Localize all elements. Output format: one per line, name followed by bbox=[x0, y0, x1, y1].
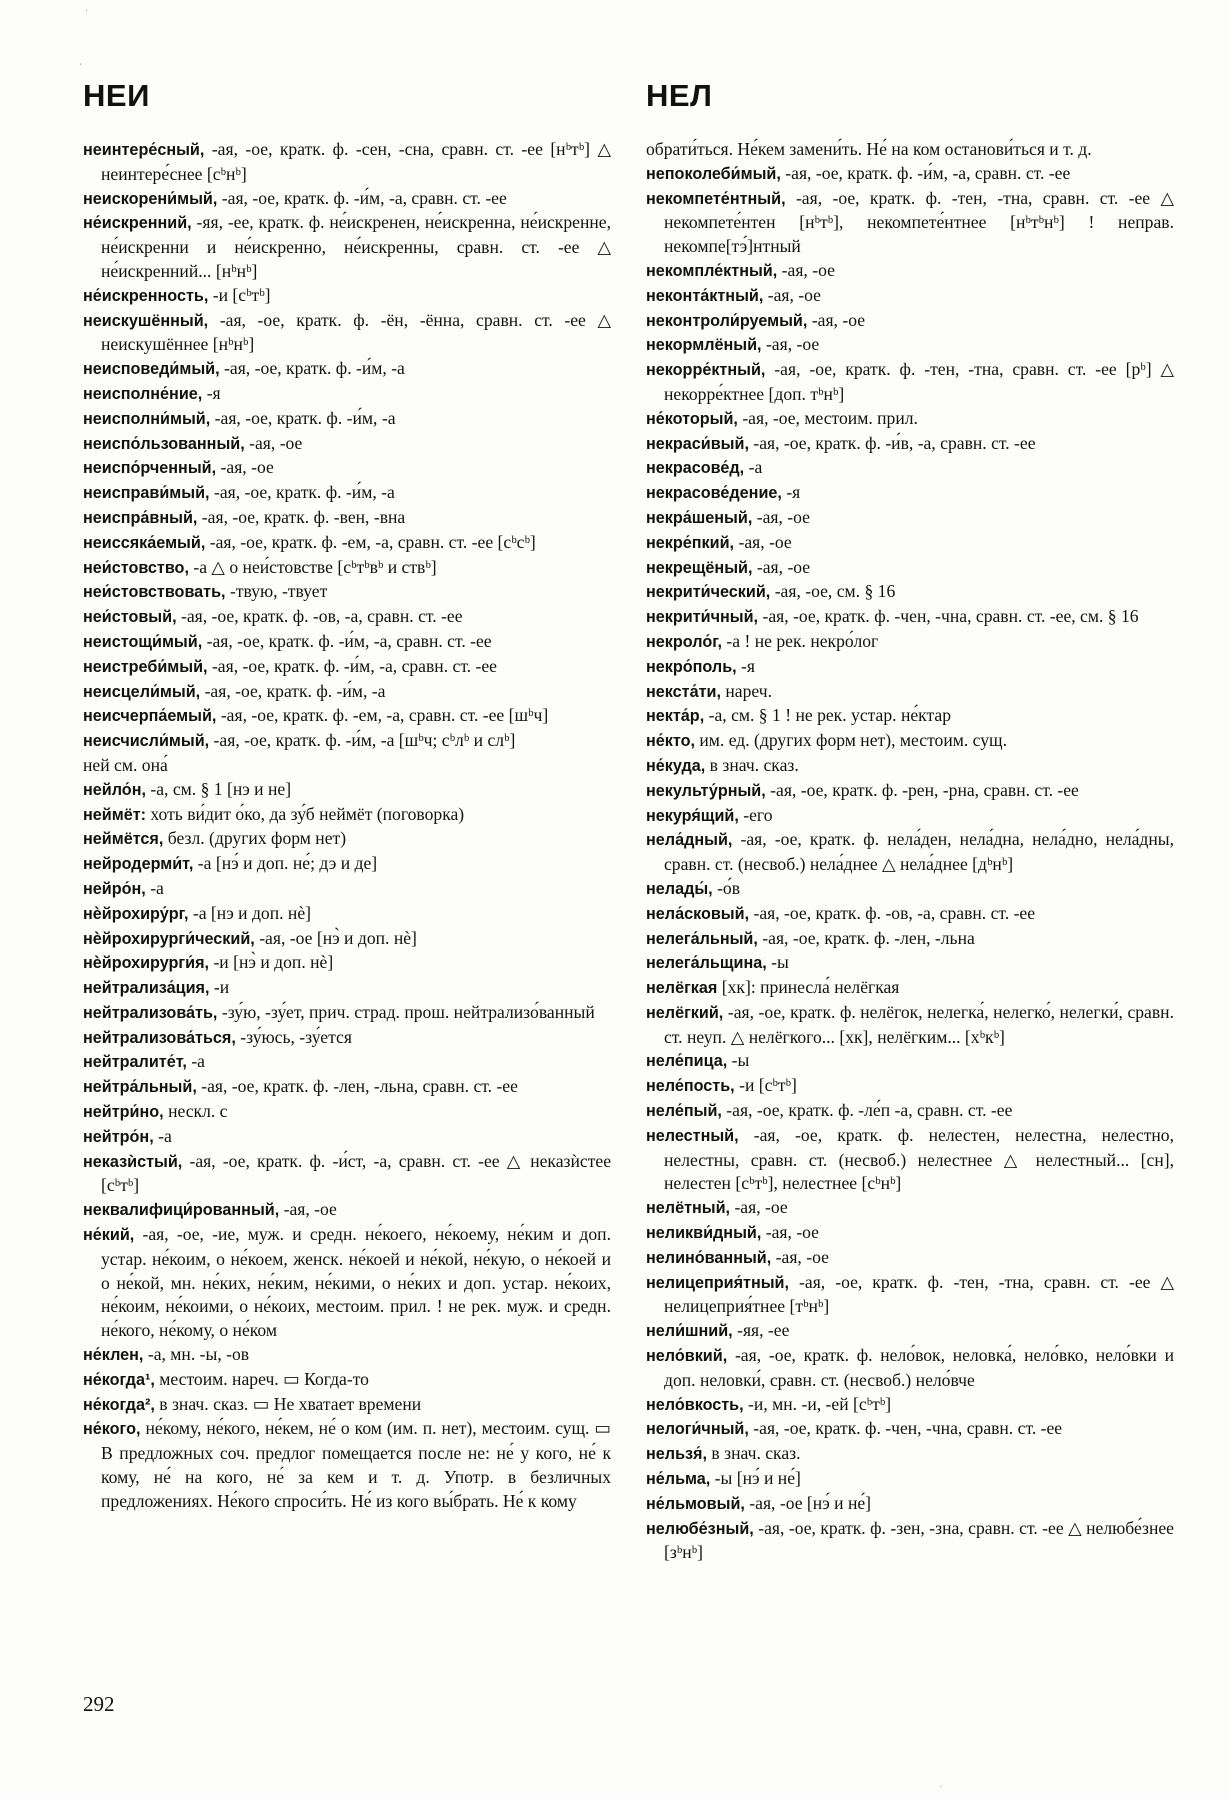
dictionary-entry bbox=[83, 481, 611, 506]
dictionary-entry bbox=[646, 1417, 1174, 1442]
dictionary-entry bbox=[646, 902, 1174, 927]
dictionary-entry bbox=[83, 704, 611, 729]
dictionary-entry bbox=[83, 852, 611, 877]
entry-body: -ая, -ое, -ие, муж. и средн. не́коего, не́коему, не́ким и доп. устар. не́коим, о не́коем, женск. не́коей и не́кой, не́кую, о не́коей и о не́кой, мн. не́ких, не́ким, не́кими, о не́ких и доп. устар. не́коих, не́коим, не́коими, о не́коих, местоим. прил. ! не рек. муж. и средн. не́кого, не́кому, о не́ком bbox=[101, 1224, 611, 1341]
dictionary-entry bbox=[83, 680, 611, 705]
dictionary-entry bbox=[83, 1393, 611, 1418]
entry-headword: некуря́щий, bbox=[646, 806, 739, 825]
dictionary-entry bbox=[83, 1343, 611, 1368]
entry-body: -ая, -ое, местоим. прил. bbox=[737, 407, 918, 428]
dictionary-entry bbox=[83, 754, 611, 778]
entry-body: -а, мн. -ы, -ов bbox=[143, 1344, 250, 1365]
entry-headword: неле́пица, bbox=[646, 1052, 728, 1071]
entry-headword: нелётный, bbox=[646, 1199, 731, 1218]
entry-headword: нелега́льный, bbox=[646, 929, 758, 948]
entry-body: -ая, -ое, кратк. ф. нела́ден, нела́дна, нела́дно, нела́дны, сравн. ст. (несвоб.) нела́днее △ нела́днее [дᵇнᵇ] bbox=[664, 829, 1174, 875]
entry-headword: не́кто, bbox=[646, 732, 695, 751]
entry-headword: нейтра́льный, bbox=[83, 1078, 197, 1097]
dictionary-entry bbox=[646, 1124, 1174, 1196]
entry-headword: нельзя́, bbox=[646, 1445, 708, 1464]
entry-body: -ая, -ое, кратк. ф. -ем, -а, сравн. ст. -ее [шᵇч] bbox=[216, 705, 549, 726]
dictionary-entry bbox=[83, 605, 611, 630]
dictionary-entry bbox=[646, 531, 1174, 556]
speck: . bbox=[940, 1780, 942, 1789]
entry-body: -ая, -ое bbox=[734, 531, 792, 552]
entry-body: -ая, -ое, кратк. ф. -чен, -чна, сравн. ст. -ее bbox=[748, 1418, 1063, 1439]
entry-headword: нелоги́чный, bbox=[646, 1420, 749, 1439]
entry-headword: неисчерпа́емый, bbox=[83, 707, 217, 726]
entry-body: -ая, -ое bbox=[730, 1197, 788, 1218]
dictionary-entry bbox=[83, 382, 611, 407]
entry-body: -ая, -ое [нэ́ и не́] bbox=[744, 1492, 872, 1513]
entry-body: -ая, -ое, кратк. ф. -сен, -сна, сравн. ст. -ее [нᵇтᵇ] △ неинтере́снее [сᵇнᵇ] bbox=[101, 139, 611, 184]
dictionary-entry bbox=[646, 804, 1174, 829]
entry-body: -и [сᵇтᵇ] bbox=[734, 1075, 797, 1096]
entry-headword: нейтрализа́ция, bbox=[83, 979, 210, 998]
entry-body: -ая, -ое bbox=[807, 309, 866, 330]
page-number: 292 bbox=[83, 1692, 115, 1716]
entry-headword: нейтрализова́ть, bbox=[83, 1003, 218, 1022]
dictionary-entry bbox=[646, 1393, 1174, 1418]
entry-body: -и [сᵇтᵇ] bbox=[208, 284, 271, 305]
entry-body: -ая, -ое, кратк. ф. -ов, -а, сравн. ст. -ее bbox=[749, 902, 1036, 923]
entry-headword: некрасове́д, bbox=[646, 459, 745, 478]
dictionary-entry bbox=[646, 138, 1174, 162]
entry-body: -ая, -ое, кратк. ф. -и́ст, -а, сравн. ст. -ее △ неказѝстее [сᵇтᵇ] bbox=[101, 1150, 611, 1196]
entry-body: -ая, -ое, кратк. ф. -лен, -льна, сравн. ст. -ее bbox=[196, 1076, 518, 1097]
entry-headword: нѐйрохирурги́я, bbox=[83, 954, 210, 973]
dictionary-entry bbox=[646, 951, 1174, 976]
entry-body: -ая, -ое, кратк. ф. -и́м, -а, сравн. ст. -ее bbox=[207, 655, 497, 676]
entry-body: -а △ о неи́стовстве [сᵇтᵇвᵇ и ствᵇ] bbox=[188, 556, 437, 577]
dictionary-entry bbox=[83, 1417, 611, 1513]
dictionary-entry bbox=[646, 1271, 1174, 1320]
entry-body: нескл. с bbox=[163, 1101, 228, 1122]
entry-headword: некомпле́ктный, bbox=[646, 261, 778, 280]
entry-headword: нели́шний, bbox=[646, 1322, 733, 1341]
dictionary-entry bbox=[646, 259, 1174, 284]
dictionary-entry bbox=[646, 506, 1174, 531]
entry-body: -а ! не рек. некро́лог bbox=[722, 630, 879, 651]
speck: ' bbox=[80, 62, 82, 71]
entry-body: -ы [нэ́ и не́] bbox=[710, 1468, 801, 1489]
dictionary-entry bbox=[646, 877, 1174, 902]
entry-body: -и [нэ̀ и доп. нѐ] bbox=[209, 952, 334, 973]
dictionary-entry bbox=[83, 803, 611, 828]
dictionary-entry bbox=[83, 1223, 611, 1343]
left-column bbox=[83, 138, 611, 1514]
entry-headword: неискорени́мый, bbox=[83, 189, 218, 208]
entry-headword: некрещёный, bbox=[646, 558, 753, 577]
entry-headword: неконтроли́руемый, bbox=[646, 311, 808, 330]
entry-body: -ы bbox=[766, 952, 789, 973]
entry-headword: неискушённый, bbox=[83, 311, 209, 330]
dictionary-entry bbox=[83, 284, 611, 309]
entry-body: хоть ви́дит о́ко, да зу́б неймёт (поговорка) bbox=[146, 803, 465, 824]
entry-headword: нейло́н, bbox=[83, 780, 146, 799]
entry-headword: неймёт: bbox=[83, 805, 147, 824]
entry-headword: нелино́ванный, bbox=[646, 1248, 772, 1267]
entry-body: -я bbox=[781, 482, 801, 503]
entry-headword: неисполне́ние, bbox=[83, 384, 203, 403]
entry-body: -ая, -ое, см. § 16 bbox=[770, 581, 896, 602]
entry-body: -ая, -ое, кратк. ф. нело́вок, неловка́, нело́вко, нело́вки и доп. неловки́, сравн. ст. (несвоб.) нело́вче bbox=[664, 1345, 1174, 1390]
entry-body: -и bbox=[209, 977, 230, 998]
entry-body: -ая, -ое bbox=[763, 284, 821, 305]
entry-headword: неконта́ктный, bbox=[646, 286, 764, 305]
entry-body: -ая, -ое, кратк. ф. -и́м, -а, сравн. ст. -ее bbox=[217, 187, 507, 208]
dictionary-entry bbox=[83, 1150, 611, 1199]
entry-body: ней см. она́ bbox=[83, 754, 168, 775]
entry-body: -а bbox=[744, 457, 763, 478]
entry-body: нареч. bbox=[720, 680, 773, 701]
entry-headword: неквалифици́рованный, bbox=[83, 1201, 280, 1220]
entry-headword: неисцели́мый, bbox=[83, 682, 201, 701]
entry-headword: неисправи́мый, bbox=[83, 484, 210, 503]
entry-body: -а bbox=[145, 877, 164, 898]
dictionary-entry bbox=[646, 187, 1174, 259]
entry-headword: не́куда, bbox=[646, 756, 706, 775]
dictionary-entry bbox=[646, 456, 1174, 481]
dictionary-entry bbox=[646, 828, 1174, 877]
dictionary-entry bbox=[83, 877, 611, 902]
entry-headword: неинтере́сный, bbox=[83, 141, 205, 159]
entry-headword: некрасове́дение, bbox=[646, 484, 782, 503]
entry-body: -яя, -ее bbox=[732, 1320, 790, 1341]
entry-body: -ая, -ое, кратк. ф. нелёгок, нелегка́, нелегко́, нелегки́, сравн. ст. неуп. △ нелёгкого... [хк], нелёгким... [хᵇкᵇ] bbox=[664, 1001, 1174, 1047]
entry-body: -ая, -ое, кратк. ф. -ов, -а, сравн. ст. -ее bbox=[176, 606, 463, 627]
entry-headword: не́когда¹, bbox=[83, 1370, 155, 1389]
dictionary-entry bbox=[646, 162, 1174, 187]
dictionary-entry bbox=[646, 333, 1174, 358]
entry-headword: нейтралите́т, bbox=[83, 1053, 187, 1072]
entry-headword: некре́пкий, bbox=[646, 533, 735, 552]
entry-headword: некроло́г, bbox=[646, 632, 723, 651]
dictionary-entry bbox=[646, 481, 1174, 506]
entry-headword: не́когда², bbox=[83, 1395, 155, 1414]
dictionary-entry bbox=[646, 1221, 1174, 1246]
dictionary-entry bbox=[646, 1319, 1174, 1344]
entry-headword: некомпете́нтный, bbox=[646, 189, 786, 208]
entry-headword: некормлёный, bbox=[646, 336, 762, 355]
dictionary-entry bbox=[83, 1050, 611, 1075]
entry-headword: нела́дный, bbox=[646, 831, 733, 850]
entry-body: -ая, -ое bbox=[752, 506, 810, 527]
entry-body: -а [нэ́ и доп. не́; дэ и де] bbox=[193, 853, 378, 874]
dictionary-entry bbox=[646, 1442, 1174, 1467]
entry-body: -ая, -ое, кратк. ф. -ем, -а, сравн. ст. -ее [сᵇсᵇ] bbox=[205, 531, 536, 552]
entry-body: -ая, -ое, кратк. ф. -тен, -тна, сравн. ст. -ее △ нелицеприя́тнее [тᵇнᵇ] bbox=[664, 1271, 1174, 1317]
dictionary-entry bbox=[83, 432, 611, 457]
dictionary-entry bbox=[83, 778, 611, 803]
entry-body: [хк]: принесла́ нелёгкая bbox=[717, 977, 900, 998]
entry-body: -ая, -ое, кратк. ф. -зен, -зна, сравн. ст. -ее △ нелюбе́знее [зᵇнᵇ] bbox=[664, 1517, 1174, 1563]
dictionary-entry bbox=[83, 1100, 611, 1125]
dictionary-entry bbox=[646, 729, 1174, 754]
dictionary-entry bbox=[646, 284, 1174, 309]
dictionary-entry bbox=[83, 976, 611, 1001]
entry-body: -ая, -ое [нэ̀ и доп. нѐ] bbox=[254, 927, 417, 948]
entry-headword: непоколеби́мый, bbox=[646, 164, 781, 183]
entry-body: -ая, -ое bbox=[771, 1246, 829, 1267]
entry-body: -ая, -ое bbox=[761, 1222, 819, 1243]
entry-body: -ая, -ое, кратк. ф. -и́м, -а bbox=[209, 482, 395, 503]
dictionary-entry bbox=[83, 531, 611, 556]
entry-body: -ая, -ое bbox=[216, 457, 274, 478]
entry-body: в знач. сказ. ▭ Не хватает времени bbox=[154, 1393, 422, 1414]
dictionary-entry bbox=[646, 1074, 1174, 1099]
entry-headword: некта́р, bbox=[646, 707, 705, 726]
entry-body: -ая, -ое, кратк. ф. -и́м, -а, сравн. ст. -ее bbox=[202, 630, 492, 651]
dictionary-entry bbox=[83, 951, 611, 976]
entry-headword: неиссяка́емый, bbox=[83, 533, 206, 552]
dictionary-entry bbox=[83, 187, 611, 212]
dictionary-entry bbox=[646, 1344, 1174, 1393]
entry-body: -зу́ю, -зу́ет, прич. страд. прош. нейтрализо́ванный bbox=[217, 1001, 595, 1022]
entry-body: -ая, -ое, кратк. ф. -ён, -ённа, сравн. ст. -ее △ неискушённее [нᵇнᵇ] bbox=[101, 309, 611, 355]
entry-headword: неистреби́мый, bbox=[83, 657, 208, 676]
dictionary-entry bbox=[646, 655, 1174, 680]
dictionary-entry bbox=[646, 1196, 1174, 1221]
entry-body: не́кому, не́кого, не́кем, не́ о ком (им. п. нет), местоим. сущ. ▭ В предложных соч. предлог помещается после не: не́ у кого, не́ к кому, не́ на кого, не́ за кем и т. д. Употр. в безличных предложениях. Не́кого спроси́ть. Не́ из кого вы́брать. Не́ к кому bbox=[101, 1418, 611, 1511]
entry-headword: неиспра́вный, bbox=[83, 508, 198, 527]
dictionary-entry bbox=[83, 456, 611, 481]
entry-headword: нѐйрохиру́рг, bbox=[83, 904, 189, 923]
entry-headword: неисповеди́мый, bbox=[83, 360, 220, 379]
entry-body: обрати́ться. Не́кем замени́ть. Не́ на ком останови́ться и т. д. bbox=[646, 139, 1092, 159]
entry-headword: некраси́вый, bbox=[646, 434, 749, 453]
entry-body: в знач. сказ. bbox=[707, 1443, 801, 1464]
entry-headword: нѐйрохирурги́ческий, bbox=[83, 929, 255, 948]
entry-body: -ая, -ое bbox=[279, 1199, 337, 1220]
dictionary-entry bbox=[83, 309, 611, 358]
dictionary-entry bbox=[646, 630, 1174, 655]
dictionary-entry bbox=[646, 556, 1174, 581]
entry-headword: неле́пость, bbox=[646, 1077, 735, 1096]
dictionary-entry bbox=[646, 358, 1174, 407]
entry-headword: не́кого, bbox=[83, 1420, 141, 1439]
entry-headword: нейтро́н, bbox=[83, 1127, 154, 1146]
entry-body: -его bbox=[738, 804, 773, 825]
entry-headword: нелестный, bbox=[646, 1126, 739, 1145]
entry-body: -ая, -ое, кратк. ф. -и́м, -а bbox=[210, 407, 396, 428]
entry-body: -твую, -твует bbox=[225, 581, 328, 602]
dictionary-entry bbox=[646, 1492, 1174, 1517]
entry-headword: нелицеприя́тный, bbox=[646, 1273, 790, 1292]
entry-headword: некорре́ктный, bbox=[646, 361, 766, 380]
dictionary-entry bbox=[83, 138, 611, 187]
entry-headword: неказѝстый, bbox=[83, 1152, 183, 1171]
dictionary-entry bbox=[646, 1517, 1174, 1566]
entry-headword: нейтрализова́ться, bbox=[83, 1028, 236, 1047]
entry-headword: некрити́ческий, bbox=[646, 583, 771, 602]
entry-body: -а, см. § 1 ! не рек. устар. не́ктар bbox=[704, 705, 951, 726]
entry-body: -ая, -ое, кратк. ф. -и́в, -а, сравн. ст. -ее bbox=[748, 432, 1036, 453]
entry-body: -ая, -ое, кратк. ф. -тен, -тна, сравн. ст. -ее △ некомпете́нтен [нᵇтᵇ], некомпете́нтнее [нᵇтᵇнᵇ] ! неправ. некомпе[тэ́]нтный bbox=[664, 187, 1174, 257]
entry-body: -ы bbox=[727, 1050, 750, 1071]
entry-body: в знач. сказ. bbox=[705, 754, 799, 775]
entry-body: -яя, -ее, кратк. ф. не́искренен, не́искренна, не́искренне, не́искренни и не́искренно, не́искренны, сравн. ст. -ее △ не́искренний... [нᵇнᵇ] bbox=[101, 212, 611, 281]
dictionary-entry bbox=[646, 1049, 1174, 1074]
entry-body: -а, см. § 1 [нэ и не] bbox=[145, 778, 292, 799]
entry-body: -я bbox=[736, 655, 756, 676]
entry-body: -а [нэ и доп. нѐ] bbox=[188, 902, 311, 923]
entry-body: -ая, -ое, кратк. ф. -лен, -льна bbox=[757, 927, 975, 948]
dictionary-entry bbox=[83, 580, 611, 605]
entry-headword: некрити́чный, bbox=[646, 608, 759, 627]
entry-headword: нейродерми́т, bbox=[83, 855, 194, 874]
dictionary-entry bbox=[646, 432, 1174, 457]
page-header-left: НЕИ bbox=[83, 78, 150, 113]
entry-headword: нело́вкость, bbox=[646, 1395, 744, 1414]
entry-headword: нелега́льщина, bbox=[646, 954, 767, 973]
entry-body: им. ед. (других форм нет), местоим. сущ. bbox=[694, 730, 1007, 751]
dictionary-entry bbox=[83, 729, 611, 754]
entry-headword: нелёгкая bbox=[646, 979, 718, 998]
entry-headword: нейтри́но, bbox=[83, 1103, 164, 1122]
entry-headword: неликви́дный, bbox=[646, 1224, 762, 1243]
entry-headword: не́льма, bbox=[646, 1470, 711, 1489]
dictionary-entry bbox=[83, 1368, 611, 1393]
entry-headword: нело́вкий, bbox=[646, 1347, 728, 1366]
entry-body: -а bbox=[153, 1125, 172, 1146]
entry-headword: нейро́н, bbox=[83, 879, 146, 898]
dictionary-entry bbox=[83, 407, 611, 432]
dictionary-entry bbox=[646, 704, 1174, 729]
dictionary-entry bbox=[83, 902, 611, 927]
entry-body: -ая, -ое, кратк. ф. -тен, -тна, сравн. ст. -ее [рᵇ] △ некорре́ктнее [доп. тᵇнᵇ] bbox=[664, 359, 1174, 404]
entry-headword: нелёгкий, bbox=[646, 1003, 724, 1022]
entry-headword: неи́стовый, bbox=[83, 608, 177, 627]
entry-headword: некульту́рный, bbox=[646, 781, 766, 800]
dictionary-entry bbox=[646, 1246, 1174, 1271]
dictionary-entry bbox=[83, 1026, 611, 1051]
entry-headword: не́искренний, bbox=[83, 214, 192, 233]
dictionary-entry bbox=[83, 506, 611, 531]
entry-body: -о́в bbox=[712, 877, 741, 898]
dictionary-entry bbox=[646, 605, 1174, 630]
entry-body: -ая, -ое, кратк. ф. -ле́п -а, сравн. ст. -ее bbox=[721, 1100, 1013, 1121]
dictionary-entry bbox=[646, 680, 1174, 705]
entry-headword: неле́пый, bbox=[646, 1102, 722, 1121]
dictionary-entry bbox=[646, 407, 1174, 432]
entry-headword: некро́поль, bbox=[646, 657, 737, 676]
entry-headword: неи́стовствовать, bbox=[83, 583, 226, 602]
dictionary-entry bbox=[83, 927, 611, 952]
entry-body: -ая, -ое, кратк. ф. -и́м, -а, сравн. ст. -ее bbox=[780, 162, 1071, 183]
speck: ' bbox=[86, 8, 88, 17]
entry-body: -ая, -ое bbox=[244, 432, 303, 453]
entry-headword: неиспо́льзованный, bbox=[83, 434, 245, 453]
dictionary-entry bbox=[83, 211, 611, 283]
entry-body: -ая, -ое bbox=[777, 259, 835, 280]
entry-headword: нела́сковый, bbox=[646, 904, 750, 923]
dictionary-entry bbox=[646, 976, 1174, 1001]
entry-body: -ая, -ое, кратк. ф. -вен, -вна bbox=[197, 506, 406, 527]
entry-body: -ая, -ое, кратк. ф. -рен, -рна, сравн. ст. -ее bbox=[765, 779, 1079, 800]
entry-headword: неиспо́рченный, bbox=[83, 459, 217, 478]
entry-body: -я bbox=[202, 382, 221, 403]
entry-body: -ая, -ое, кратк. ф. -и́м, -а [шᵇч; сᵇлᵇ и слᵇ] bbox=[209, 730, 516, 751]
dictionary-entry bbox=[83, 1198, 611, 1223]
dictionary-entry bbox=[646, 927, 1174, 952]
entry-headword: некста́ти, bbox=[646, 682, 721, 701]
entry-headword: не́клен, bbox=[83, 1346, 144, 1365]
dictionary-entry bbox=[83, 630, 611, 655]
dictionary-entry bbox=[646, 1467, 1174, 1492]
dictionary-entry bbox=[646, 1099, 1174, 1124]
entry-body: -ая, -ое bbox=[752, 556, 811, 577]
entry-headword: не́кий, bbox=[83, 1226, 135, 1245]
dictionary-entry bbox=[646, 1001, 1174, 1050]
dictionary-entry bbox=[646, 754, 1174, 779]
entry-body: безл. (других форм нет) bbox=[163, 828, 347, 849]
dictionary-entry bbox=[646, 580, 1174, 605]
entry-body: местоим. нареч. ▭ Когда-то bbox=[154, 1368, 369, 1389]
entry-body: -ая, -ое, кратк. ф. нелестен, нелестна, нелестно, нелестны, сравн. ст. (несвоб.) нелестнее △ нелестный... [сн], нелестен [сᵇтᵇ], нелестнее [сᵇнᵇ] bbox=[664, 1124, 1174, 1194]
dictionary-entry bbox=[83, 827, 611, 852]
entry-headword: нелады́, bbox=[646, 879, 713, 898]
entry-headword: не́искренность, bbox=[83, 286, 209, 305]
entry-body: -ая, -ое, кратк. ф. -и́м, -а bbox=[219, 358, 405, 379]
entry-body: -а bbox=[186, 1051, 205, 1072]
entry-headword: не́льмовый, bbox=[646, 1494, 745, 1513]
entry-headword: не́который, bbox=[646, 409, 738, 428]
right-column bbox=[646, 138, 1174, 1565]
dictionary-entry bbox=[83, 1001, 611, 1026]
entry-headword: нелюбе́зный, bbox=[646, 1519, 754, 1538]
entry-headword: неисполни́мый, bbox=[83, 409, 211, 428]
dictionary-entry bbox=[83, 357, 611, 382]
dictionary-entry bbox=[646, 309, 1174, 334]
entry-headword: неймётся, bbox=[83, 830, 164, 849]
entry-body: -ая, -ое, кратк. ф. -чен, -чна, сравн. ст. -ее, см. § 16 bbox=[758, 606, 1139, 627]
entry-body: -зу́юсь, -зу́ется bbox=[235, 1026, 352, 1047]
dictionary-entry bbox=[83, 1075, 611, 1100]
entry-body: -ая, -ое bbox=[761, 334, 820, 355]
page-header-right: НЕЛ bbox=[646, 78, 713, 113]
dictionary-entry bbox=[83, 556, 611, 581]
dictionary-entry bbox=[83, 1125, 611, 1150]
dictionary-entry bbox=[83, 655, 611, 680]
entry-headword: неи́стовство, bbox=[83, 558, 189, 577]
entry-headword: некра́шеный, bbox=[646, 508, 753, 527]
entry-body: -ая, -ое, кратк. ф. -и́м, -а bbox=[200, 680, 386, 701]
entry-headword: неистощи́мый, bbox=[83, 632, 203, 651]
entry-body: -и, мн. -и, -ей [сᵇтᵇ] bbox=[743, 1393, 892, 1414]
entry-headword: неисчисли́мый, bbox=[83, 732, 210, 751]
dictionary-entry bbox=[646, 779, 1174, 804]
